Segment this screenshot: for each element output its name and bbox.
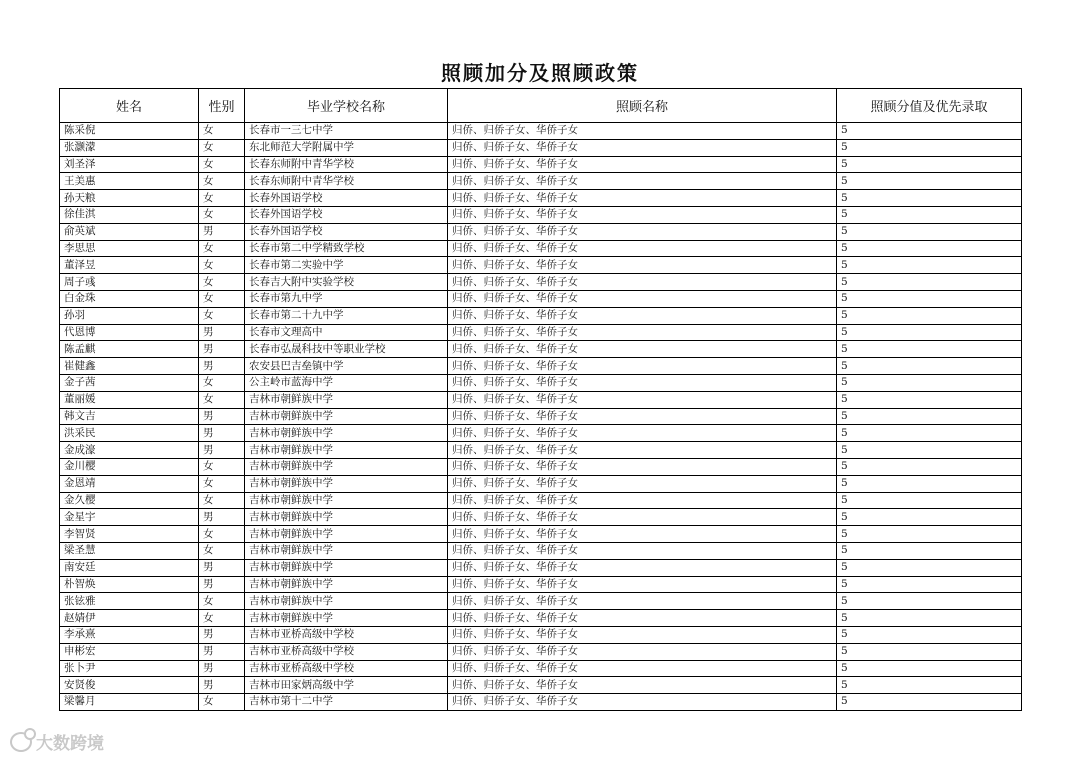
table-row [60,257,1022,274]
cell-name: 金恩靖 [60,475,199,492]
cell-school: 长春市第九中学 [245,290,448,307]
cell-gender: 女 [199,391,245,408]
cell-name: 韩文吉 [60,408,199,425]
cell-gender: 男 [199,358,245,375]
cell-policy: 归侨、归侨子女、华侨子女 [448,442,837,459]
cell-policy: 归侨、归侨子女、华侨子女 [448,475,837,492]
cell-gender: 女 [199,458,245,475]
cell-score: 5 [837,526,1022,543]
table-row [60,223,1022,240]
cell-score: 5 [837,425,1022,442]
cell-name: 南安廷 [60,559,199,576]
table-row [60,206,1022,223]
cell-school: 长春外国语学校 [245,223,448,240]
cell-name: 刘圣泽 [60,156,199,173]
cell-name: 李思思 [60,240,199,257]
cell-name: 安贤俊 [60,677,199,694]
cell-score: 5 [837,307,1022,324]
cell-gender: 女 [199,492,245,509]
cell-gender: 女 [199,542,245,559]
table-row [60,391,1022,408]
cell-score: 5 [837,576,1022,593]
cell-score: 5 [837,492,1022,509]
cell-score: 5 [837,240,1022,257]
table-body [60,123,1022,711]
table-row [60,677,1022,694]
cell-school: 吉林市朝鲜族中学 [245,593,448,610]
table-row [60,542,1022,559]
table-row [60,442,1022,459]
table-row [60,190,1022,207]
cell-score: 5 [837,593,1022,610]
cell-policy: 归侨、归侨子女、华侨子女 [448,492,837,509]
cell-school: 长春市弘晟科技中等职业学校 [245,341,448,358]
cell-gender: 女 [199,475,245,492]
cell-score: 5 [837,391,1022,408]
cell-policy: 归侨、归侨子女、华侨子女 [448,290,837,307]
cell-policy: 归侨、归侨子女、华侨子女 [448,139,837,156]
header-gender: 性别 [199,89,245,123]
cell-name: 陈采倪 [60,123,199,140]
cell-score: 5 [837,626,1022,643]
cell-policy: 归侨、归侨子女、华侨子女 [448,408,837,425]
table-row [60,694,1022,711]
cell-policy: 归侨、归侨子女、华侨子女 [448,391,837,408]
cell-policy: 归侨、归侨子女、华侨子女 [448,223,837,240]
cell-school: 吉林市朝鲜族中学 [245,610,448,627]
cell-policy: 归侨、归侨子女、华侨子女 [448,374,837,391]
cell-name: 孙羽 [60,307,199,324]
cell-gender: 男 [199,341,245,358]
table-row [60,139,1022,156]
cell-school: 长春市文理高中 [245,324,448,341]
cell-policy: 归侨、归侨子女、华侨子女 [448,324,837,341]
table-row [60,458,1022,475]
table-row [60,123,1022,140]
cell-gender: 女 [199,307,245,324]
table-row [60,341,1022,358]
cell-policy: 归侨、归侨子女、华侨子女 [448,123,837,140]
table-row [60,374,1022,391]
cell-school: 吉林市田家炳高级中学 [245,677,448,694]
cell-name: 徐佳淇 [60,206,199,223]
cell-gender: 女 [199,593,245,610]
cell-score: 5 [837,374,1022,391]
cell-school: 吉林市朝鲜族中学 [245,509,448,526]
cell-score: 5 [837,660,1022,677]
cell-gender: 男 [199,408,245,425]
cell-gender: 男 [199,660,245,677]
page-title: 照顾加分及照顾政策 [441,61,639,85]
cell-name: 董泽昱 [60,257,199,274]
cell-gender: 女 [199,257,245,274]
cell-score: 5 [837,643,1022,660]
table-row [60,509,1022,526]
cell-gender: 男 [199,643,245,660]
cell-policy: 归侨、归侨子女、华侨子女 [448,156,837,173]
watermark [10,729,104,754]
cell-name: 王美惠 [60,173,199,190]
cell-school: 长春市第二中学精致学校 [245,240,448,257]
table-row [60,559,1022,576]
table-header-row [60,89,1022,123]
cell-gender: 男 [199,677,245,694]
table-row [60,307,1022,324]
cell-school: 长春东师附中青华学校 [245,156,448,173]
cell-gender: 男 [199,425,245,442]
cell-gender: 女 [199,610,245,627]
cell-score: 5 [837,559,1022,576]
cell-score: 5 [837,442,1022,459]
cell-name: 代恩博 [60,324,199,341]
cell-name: 金子茜 [60,374,199,391]
cell-school: 吉林市朝鲜族中学 [245,425,448,442]
cell-name: 张卜尹 [60,660,199,677]
table-row [60,290,1022,307]
table-row [60,593,1022,610]
cell-school: 吉林市第十二中学 [245,694,448,711]
cell-policy: 归侨、归侨子女、华侨子女 [448,206,837,223]
cell-policy: 归侨、归侨子女、华侨子女 [448,526,837,543]
cell-score: 5 [837,257,1022,274]
cell-policy: 归侨、归侨子女、华侨子女 [448,257,837,274]
table-row [60,660,1022,677]
table-row [60,610,1022,627]
table-row [60,626,1022,643]
cell-school: 吉林市朝鲜族中学 [245,576,448,593]
cell-name: 俞英斌 [60,223,199,240]
cell-policy: 归侨、归侨子女、华侨子女 [448,274,837,291]
cell-score: 5 [837,274,1022,291]
header-score: 照顾分值及优先录取 [837,89,1022,123]
cell-score: 5 [837,509,1022,526]
cell-gender: 男 [199,626,245,643]
table-row [60,475,1022,492]
cell-gender: 女 [199,206,245,223]
cell-school: 吉林市朝鲜族中学 [245,475,448,492]
cell-policy: 归侨、归侨子女、华侨子女 [448,341,837,358]
cell-gender: 女 [199,123,245,140]
cell-school: 吉林市朝鲜族中学 [245,391,448,408]
cell-name: 梁馨月 [60,694,199,711]
cell-score: 5 [837,610,1022,627]
cell-score: 5 [837,123,1022,140]
cell-gender: 男 [199,509,245,526]
table-row [60,492,1022,509]
cell-score: 5 [837,139,1022,156]
cell-policy: 归侨、归侨子女、华侨子女 [448,643,837,660]
cell-gender: 男 [199,442,245,459]
cell-score: 5 [837,324,1022,341]
cell-policy: 归侨、归侨子女、华侨子女 [448,190,837,207]
cell-name: 金星宇 [60,509,199,526]
cell-gender: 女 [199,290,245,307]
cell-score: 5 [837,358,1022,375]
cell-policy: 归侨、归侨子女、华侨子女 [448,425,837,442]
cell-gender: 女 [199,274,245,291]
cell-school: 长春市第二十九中学 [245,307,448,324]
cell-policy: 归侨、归侨子女、华侨子女 [448,458,837,475]
cell-gender: 女 [199,240,245,257]
cell-name: 崔健鑫 [60,358,199,375]
cell-name: 金久樱 [60,492,199,509]
cell-policy: 归侨、归侨子女、华侨子女 [448,559,837,576]
table-row [60,358,1022,375]
cell-policy: 归侨、归侨子女、华侨子女 [448,694,837,711]
cell-name: 赵婧伊 [60,610,199,627]
table-row [60,240,1022,257]
watermark-text: 大数跨境 [36,734,104,754]
cell-gender: 女 [199,173,245,190]
cell-score: 5 [837,206,1022,223]
cell-name: 张灏濛 [60,139,199,156]
cell-school: 长春市第二实验中学 [245,257,448,274]
cell-gender: 女 [199,139,245,156]
cell-policy: 归侨、归侨子女、华侨子女 [448,173,837,190]
cell-score: 5 [837,156,1022,173]
cell-school: 吉林市亚桥高级中学校 [245,626,448,643]
cell-gender: 男 [199,324,245,341]
cell-gender: 女 [199,156,245,173]
cell-name: 白金珠 [60,290,199,307]
cell-policy: 归侨、归侨子女、华侨子女 [448,509,837,526]
cell-score: 5 [837,341,1022,358]
cell-policy: 归侨、归侨子女、华侨子女 [448,610,837,627]
cell-school: 长春东师附中青华学校 [245,173,448,190]
cell-name: 孙天粮 [60,190,199,207]
cell-gender: 男 [199,559,245,576]
cell-gender: 男 [199,223,245,240]
cell-score: 5 [837,408,1022,425]
table-row [60,408,1022,425]
cell-policy: 归侨、归侨子女、华侨子女 [448,593,837,610]
cell-school: 吉林市朝鲜族中学 [245,442,448,459]
cell-school: 吉林市亚桥高级中学校 [245,660,448,677]
cell-school: 吉林市朝鲜族中学 [245,542,448,559]
table-row [60,425,1022,442]
header-name: 姓名 [60,89,199,123]
cell-school: 公主岭市蓝海中学 [245,374,448,391]
cell-name: 金成濠 [60,442,199,459]
cell-gender: 男 [199,576,245,593]
cell-score: 5 [837,542,1022,559]
cell-score: 5 [837,475,1022,492]
cell-policy: 归侨、归侨子女、华侨子女 [448,660,837,677]
cell-school: 吉林市朝鲜族中学 [245,458,448,475]
cell-policy: 归侨、归侨子女、华侨子女 [448,358,837,375]
cell-policy: 归侨、归侨子女、华侨子女 [448,626,837,643]
cell-school: 长春外国语学校 [245,206,448,223]
cell-name: 李智贤 [60,526,199,543]
cell-school: 吉林市亚桥高级中学校 [245,643,448,660]
header-policy: 照顾名称 [448,89,837,123]
cell-score: 5 [837,694,1022,711]
cell-score: 5 [837,173,1022,190]
cell-name: 张铉雅 [60,593,199,610]
cell-name: 陈孟麒 [60,341,199,358]
watermark-logo-icon [10,732,32,752]
cell-name: 李承熹 [60,626,199,643]
cell-gender: 女 [199,694,245,711]
cell-name: 朴智焕 [60,576,199,593]
cell-school: 农安县巴吉垒镇中学 [245,358,448,375]
cell-name: 洪采民 [60,425,199,442]
cell-name: 周子彧 [60,274,199,291]
cell-score: 5 [837,190,1022,207]
cell-school: 吉林市朝鲜族中学 [245,492,448,509]
cell-policy: 归侨、归侨子女、华侨子女 [448,307,837,324]
cell-school: 东北师范大学附属中学 [245,139,448,156]
cell-name: 金川樱 [60,458,199,475]
cell-name: 梁圣慧 [60,542,199,559]
table-row [60,156,1022,173]
cell-score: 5 [837,458,1022,475]
cell-school: 吉林市朝鲜族中学 [245,526,448,543]
cell-school: 吉林市朝鲜族中学 [245,408,448,425]
table-row [60,643,1022,660]
cell-school: 长春吉大附中实验学校 [245,274,448,291]
cell-gender: 女 [199,526,245,543]
cell-school: 长春市一三七中学 [245,123,448,140]
cell-school: 长春外国语学校 [245,190,448,207]
table-row [60,173,1022,190]
cell-policy: 归侨、归侨子女、华侨子女 [448,542,837,559]
cell-gender: 女 [199,374,245,391]
table-row [60,576,1022,593]
cell-score: 5 [837,290,1022,307]
policy-table [59,88,1022,711]
cell-score: 5 [837,677,1022,694]
cell-school: 吉林市朝鲜族中学 [245,559,448,576]
table-row [60,324,1022,341]
header-school: 毕业学校名称 [245,89,448,123]
cell-policy: 归侨、归侨子女、华侨子女 [448,677,837,694]
cell-name: 申彬宏 [60,643,199,660]
cell-name: 董丽媛 [60,391,199,408]
cell-policy: 归侨、归侨子女、华侨子女 [448,576,837,593]
cell-gender: 女 [199,190,245,207]
cell-score: 5 [837,223,1022,240]
table-row [60,274,1022,291]
table-row [60,526,1022,543]
cell-policy: 归侨、归侨子女、华侨子女 [448,240,837,257]
